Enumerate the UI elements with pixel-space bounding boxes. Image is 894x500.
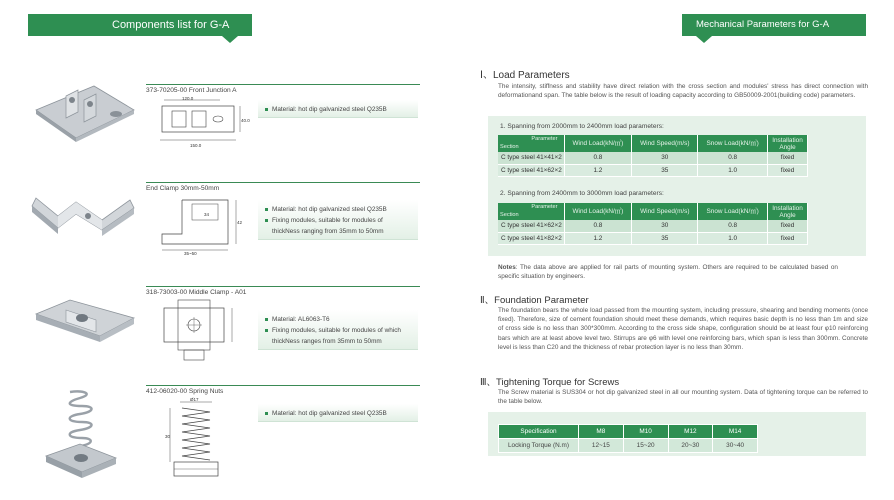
table-cell: C type steel 41×62×2 [498,220,564,232]
component-title: 373-70205-00 Front Junction A [146,84,420,94]
table-cell: 30 [632,152,698,164]
torque-cell: 20~30 [668,439,713,453]
dim-label: 34 [204,212,210,217]
dim-label: 35~50 [184,251,197,256]
torque-text: The Screw material is SUS304 or hot dip galvanized steel in all our mounting system. Data of tightening torque can be referred to the table below. [498,389,868,406]
row-label: Locking Torque (N.m) [499,439,579,453]
spec-item: Material: hot dip galvanized steel Q235B [264,204,412,215]
spec-item: Fixing modules, suitable for modules of thickNess ranging from 35mm to 50mm [264,215,412,237]
spec-cell: M14 [713,425,758,439]
notes-text: : The data above are applied for rail parts of mounting system. Others are required to be calculated based on specific situation by engineers. [498,264,838,281]
corner-header [498,203,564,220]
component-title: 412-06020-00 Spring Nuts [146,385,420,395]
table1-caption: 1. Spanning from 2000mm to 2400mm load parameters: [500,123,664,130]
end-clamp-photo [30,180,138,250]
table2-caption: 2. Spanning from 2400mm to 3000mm load parameters: [500,190,664,197]
spec-item: Material: AL6063-T6 [264,314,412,325]
row-label: Specification [499,425,579,439]
component-specs [258,200,418,240]
table-cell: C type steel 41×41×2 [498,152,564,164]
col-header: Wind Speed(m/s) [632,203,698,220]
spec-item: Material: hot dip galvanized steel Q235B [264,104,412,115]
col-header: Installation Angle [768,203,808,220]
component-specs [258,404,418,422]
torque-cell: 30~40 [713,439,758,453]
load-intro-text: The intensity, stiffness and stability have direct relation with the cross section and modules' stress has direct connection with deformationand span. The table below is the result of loading capacity according to GB50009-2001(building code) parameters. [498,83,868,100]
left-section-banner: Components list for G-A [28,14,252,36]
right-section-banner: Mechanical Parameters for G-A [682,14,866,36]
table-cell: C type steel 41×62×2 [498,164,564,176]
table-cell: 0.8 [698,220,768,232]
table-cell: 0.8 [564,152,632,164]
dim-label: 30 [165,434,171,439]
spring-nut-drawing [164,398,244,484]
col-header: Snow Load(kN/㎡) [698,203,768,220]
spec-cell: M10 [623,425,668,439]
dim-label: Ø17 [190,397,199,402]
table-cell: 35 [632,232,698,244]
table-cell: 30 [632,220,698,232]
spec-cell: M12 [668,425,713,439]
torque-cell: 12~15 [579,439,624,453]
table-cell: 1.0 [698,164,768,176]
load-table-2000-2400 [498,135,808,177]
table-cell: 1.0 [698,232,768,244]
dim-label: 120.0 [182,96,194,101]
corner-header [498,135,564,152]
spec-cell: M8 [579,425,624,439]
spec-item: Fixing modules, suitable for modules of which thickNess ranges from 35mm to 50mm [264,325,412,347]
col-header: Installation Angle [768,135,808,152]
dim-label: 40.0 [241,118,250,123]
table-cell: fixed [768,220,808,232]
component-title: End Clamp 30mm-50mm [146,182,420,192]
torque-cell: 15~20 [623,439,668,453]
notes-label: Notes [498,264,516,271]
corner-section: Section [500,144,519,150]
table-cell: fixed [768,152,808,164]
component-specs [258,310,418,350]
load-parameters-heading: Ⅰ、Load Parameters [480,70,570,81]
load-table-2400-3000 [498,203,808,245]
dim-label: 150.0 [190,143,202,148]
spring-nut-photo [36,386,126,482]
table-cell: 0.8 [564,220,632,232]
table-cell: 1.2 [564,164,632,176]
middle-clamp-photo [30,292,138,352]
table-cell: 0.8 [698,152,768,164]
foundation-text: The foundation bears the whole load passed from the mounting system, including pressure, shearing and bending moments (once fixed). Therefore, size of cement foundation should meet these demands, which requires basic depth is no less than 1m and size of cross side is no less than 300*300mm. According to the cross side shape, configuration should be at least four φ10 reinforcing bars which are at least above level two. Stirrups are φ6 with level one reinforcing bars, which span is less than 300mm. Concrete level is less than C20 and the thickness of rebar protection layer is no less than 30mm. [498,307,868,351]
front-junction-drawing [152,96,248,154]
dim-label: 42 [237,220,243,225]
table-cell: fixed [768,164,808,176]
table-cell: C type steel 41×82×2 [498,232,564,244]
end-clamp-drawing [152,196,248,256]
spec-item: Material: hot dip galvanized steel Q235B [264,408,412,419]
foundation-heading: Ⅱ、Foundation Parameter [480,295,589,306]
corner-param: Parameter [531,136,558,142]
corner-section: Section [500,212,519,218]
torque-table [498,424,758,453]
front-junction-photo [30,76,138,146]
col-header: Snow Load(kN/㎡) [698,135,768,152]
torque-heading: Ⅲ、Tightening Torque for Screws [480,377,620,388]
table-cell: fixed [768,232,808,244]
load-notes [498,263,838,281]
col-header: Wind Load(kN/㎡) [564,203,632,220]
middle-clamp-drawing [158,298,248,366]
component-title: 318-73003-00 Middle Clamp - A01 [146,286,420,296]
col-header: Wind Load(kN/㎡) [564,135,632,152]
table-cell: 1.2 [564,232,632,244]
component-specs [258,100,418,118]
table-cell: 35 [632,164,698,176]
col-header: Wind Speed(m/s) [632,135,698,152]
corner-param: Parameter [531,204,558,210]
